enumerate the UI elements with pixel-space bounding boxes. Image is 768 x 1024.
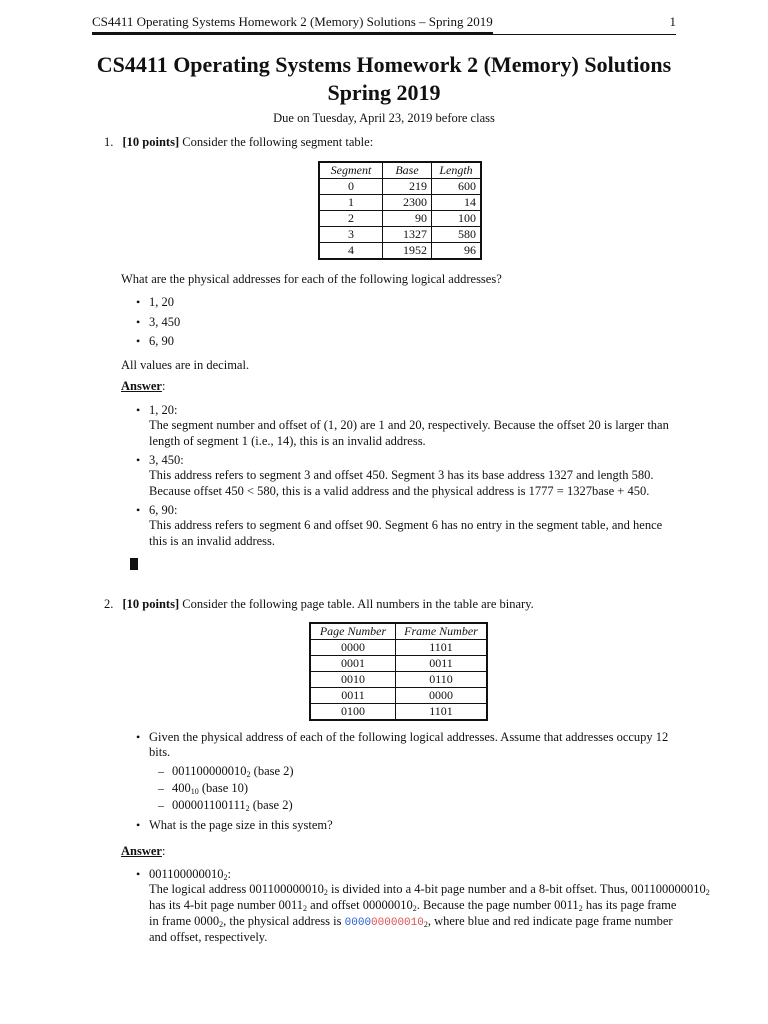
answer-line: this is an invalid address. — [149, 534, 276, 548]
q1-note: All values are in decimal. — [121, 358, 250, 372]
table-row — [319, 243, 481, 260]
table-cell: 0001 — [310, 656, 396, 672]
qed-icon — [130, 558, 138, 570]
answer-line: length of segment 1 (i.e., 14), this is an invalid address. — [149, 434, 426, 448]
table-cell: 1101 — [396, 640, 488, 656]
answer-line: in frame $0000_2$, the physical address is $000000000010_2$, where blue and red indicate page frame number — [149, 914, 673, 929]
table-cell: 0011 — [396, 656, 488, 672]
question-2-header — [104, 597, 534, 613]
dash-icon: – — [158, 781, 164, 795]
q2-bullet1-line2: bits. — [149, 745, 171, 759]
sub-list-item: $000001100111_2$ (base 2) — [172, 798, 293, 813]
question-prompt: Consider the following page table. All numbers in the table are binary. — [182, 597, 534, 611]
table-cell: 2300 — [383, 195, 432, 211]
answer-head: 1, 20: — [149, 403, 178, 417]
due-date: Due on Tuesday, April 23, 2019 before class — [273, 111, 495, 125]
bullet-icon: • — [136, 818, 141, 832]
answer-head: 3, 450: — [149, 453, 184, 467]
answer-line: This address refers to segment 3 and offset 450. Segment 3 has its base address 1327 and length 580. — [149, 468, 654, 482]
answer-line: and offset, respectively. — [149, 930, 268, 944]
table-cell: 0110 — [396, 672, 488, 688]
bullet-icon: • — [136, 453, 141, 467]
running-header — [92, 14, 676, 34]
answer-line: The logical address $001100000010_2$ is divided into a 4-bit page number and a 8-bit offset. Thus, $001100000010_2$ — [149, 882, 710, 897]
offset-highlight: 00000010 — [371, 917, 424, 929]
table-header-row — [310, 623, 487, 640]
table-row — [310, 656, 487, 672]
table-row — [310, 688, 487, 704]
table-header: Frame Number — [396, 623, 488, 640]
table-row — [319, 227, 481, 243]
document-title-line1: CS4411 Operating Systems Homework 2 (Memory) Solutions — [96, 52, 672, 77]
frame-number-highlight: 0000 — [344, 917, 372, 929]
table-cell: 14 — [432, 195, 482, 211]
table-row — [319, 211, 481, 227]
question-number: 1. — [104, 135, 114, 149]
document-title-line2: Spring 2019 — [327, 80, 441, 105]
table-cell: 0000 — [396, 688, 488, 704]
sub-list-item: $001100000010_2$ (base 2) — [172, 764, 294, 779]
table-cell: 1327 — [383, 227, 432, 243]
table-cell: 2 — [319, 211, 383, 227]
table-header: Length — [432, 162, 482, 179]
running-title: CS4411 Operating Systems Homework 2 (Memory) Solutions – Spring 2019 — [92, 14, 493, 34]
question-number: 2. — [104, 597, 114, 611]
table-cell: 1 — [319, 195, 383, 211]
table-cell: 90 — [383, 211, 432, 227]
table-cell: 600 — [432, 179, 482, 195]
q1-answer-label: Answer: — [121, 379, 166, 393]
q1-question-text: What are the physical addresses for each of the following logical addresses? — [121, 272, 502, 286]
table-row — [310, 672, 487, 688]
bullet-icon: • — [136, 403, 141, 417]
table-cell: 0000 — [310, 640, 396, 656]
bullet-icon: • — [136, 730, 141, 744]
q2-answer-label: Answer: — [121, 844, 166, 858]
table-header: Page Number — [310, 623, 396, 640]
table-header: Segment — [319, 162, 383, 179]
table-cell: 1952 — [383, 243, 432, 260]
answer-line: has its 4-bit page number $0011_2$ and offset $00000010_2$. Because the page number $0011_2$ has its page frame — [149, 898, 677, 913]
table-cell: 100 — [432, 211, 482, 227]
page-table — [309, 622, 488, 721]
table-row — [310, 704, 487, 721]
bullet-icon: • — [136, 295, 141, 309]
answer-head: $001100000010_2$: — [149, 867, 232, 882]
bullet-icon: • — [136, 315, 141, 329]
answer-line: Because offset 450 < 580, this is a valid address and the physical address is 1777 = 1327base + 450. — [149, 484, 650, 498]
table-header: Base — [383, 162, 432, 179]
table-cell: 580 — [432, 227, 482, 243]
bullet-icon: • — [136, 334, 141, 348]
q2-bullet1-line1: Given the physical address of each of the following logical addresses. Assume that addresses occupy 12 — [149, 730, 669, 744]
question-1-header — [104, 135, 373, 151]
table-header-row — [319, 162, 481, 179]
table-cell: 0010 — [310, 672, 396, 688]
answer-line: This address refers to segment 6 and offset 90. Segment 6 has no entry in the segment table, and hence — [149, 518, 663, 532]
table-row — [310, 640, 487, 656]
table-cell: 4 — [319, 243, 383, 260]
answer-head: 6, 90: — [149, 503, 178, 517]
bullet-icon: • — [136, 867, 141, 881]
table-cell: 0 — [319, 179, 383, 195]
question-prompt: Consider the following segment table: — [182, 135, 374, 149]
sub-list-item: $400_{10}$ (base 10) — [172, 781, 249, 796]
table-row — [319, 195, 481, 211]
segment-table — [318, 161, 482, 260]
table-cell: 219 — [383, 179, 432, 195]
table-cell: 0100 — [310, 704, 396, 721]
list-item: 6, 90 — [149, 334, 174, 348]
table-row — [319, 179, 481, 195]
list-item: 3, 450 — [149, 315, 181, 329]
header-rule — [92, 34, 676, 35]
dash-icon: – — [158, 798, 164, 812]
table-cell: 3 — [319, 227, 383, 243]
question-points: [10 points] — [122, 135, 180, 149]
table-cell: 0011 — [310, 688, 396, 704]
question-points: [10 points] — [122, 597, 180, 611]
q2-bullet2: What is the page size in this system? — [149, 818, 333, 832]
dash-icon: – — [158, 764, 164, 778]
page-number: 1 — [669, 14, 676, 29]
list-item: 1, 20 — [149, 295, 174, 309]
bullet-icon: • — [136, 503, 141, 517]
table-cell: 96 — [432, 243, 482, 260]
answer-line: The segment number and offset of (1, 20) are 1 and 20, respectively. Because the offset 20 is larger than — [149, 418, 669, 432]
table-cell: 1101 — [396, 704, 488, 721]
